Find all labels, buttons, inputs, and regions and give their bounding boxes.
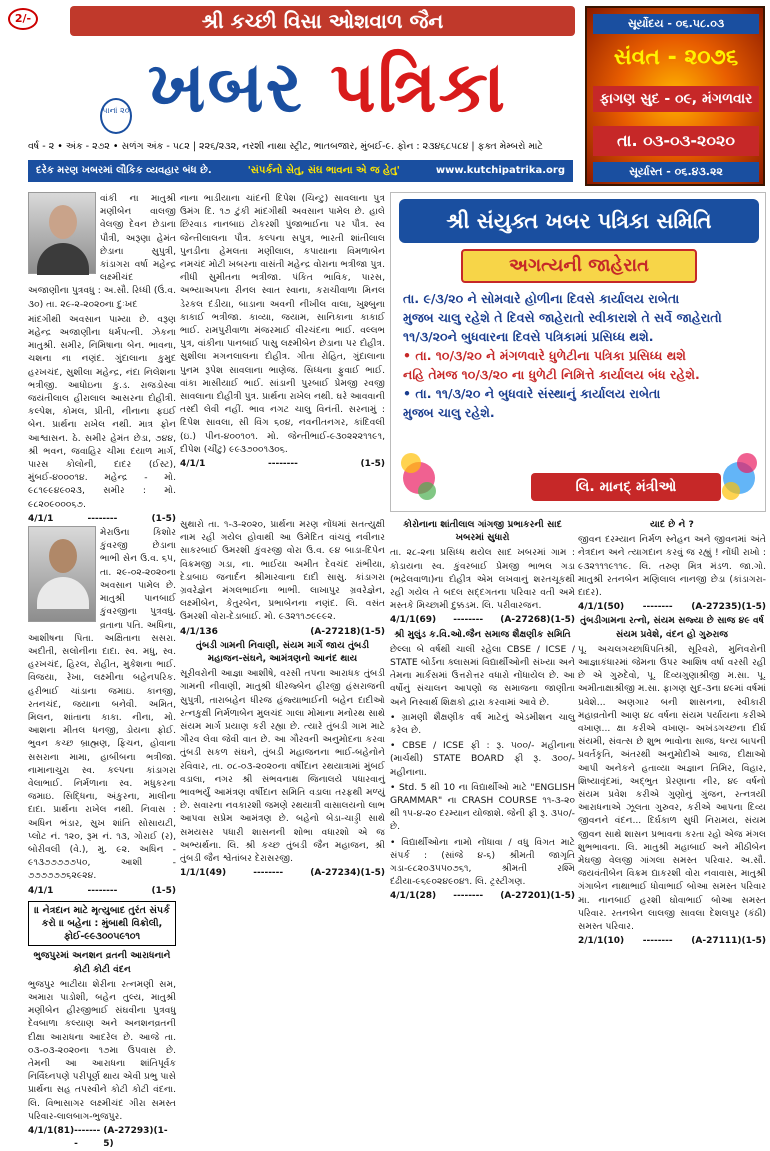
fasting-ref: 4/1/1(81) -------- (A-27293)(1-5) [28, 1126, 168, 1150]
education-ref: 4/1/1(28) -------- (A-27201)(1-5) [390, 891, 575, 902]
notice-line: તા. ૯/૩/૨૦ ને સોમવારે હોળીના દિવસે કાર્યાલય રાબેતા [403, 291, 680, 306]
notice-line: • તા. ૧૧/૩/૨૦ ને બુધવારે સંસ્થાનું કાર્યાલય રાબેતા [403, 386, 661, 401]
obituary-1-intro: વાંકી ના માતુશ્રી મણીબેન વાલજી વેલજી દેવન છેડાના પૌત્રી, અરૂણા હેમંત છેડાના સુપુત્રી, કાંડાગરા વર્ષા મહેન્દ્ર લક્ષ્મીચંદ અજાણીના પુત્રવધુ : અ.સૌ. રિધ્ધી (ઉં.વ. ૩૦) તા. ૨૯-૨-૨૦૨૦ના દુઃખદ [28, 193, 176, 310]
tithi: ફાગણ સુદ - ૦૯, મંગળવાર [593, 86, 759, 112]
correction-2-heading: કોરોનાના શાંતીલાલ ગાંગજી પ્રભાકરની સાદ ખબરમાં સુધારો [403, 519, 562, 544]
tagline-mid: 'સંપર્કનો સેતુ, સંઘ ભાવના એ જ હેતુ' [247, 165, 400, 176]
column-1 [28, 192, 176, 1150]
obituary-1-ref: 4/1/1 -------- (1-5) [28, 513, 176, 524]
notice-line: નહિ તેમજ ૧૦/૩/૨૦ ના ધુળેટી નિમિત્તે કાર્યાલય બંધ રહેશે. [403, 367, 700, 382]
title-part-2: પત્રિકા [303, 46, 508, 128]
education-point: • Std. 5 થી 10 ના વિદ્યાર્થીઓ માટે "ENGLISH GRAMMAR" ના CRASH COURSE ૧૧-૩-૨૦ થી ૧૫-૪-૨૦ દરમ્યાન યોજાશે. જેની ફી રૂ. ૩૫૦/- છે. [390, 781, 575, 833]
obituary-2-ref: 4/1/1 -------- (1-5) [28, 885, 176, 896]
holi-splash-icon [719, 433, 759, 503]
sanyam-body: પૂ. અચલગચ્છાધિપતિશ્રી, સૂરિવરો, મુનિવરોની આજ્ઞાકંધારમાં જેમના ઉપર આશિષ વર્ષા વરસી રહી છે એ ગુરુદેવો, પૂ. દિવ્યગુણાશ્રીજી મ.સા. પૂ. અમીતાક્ષાશ્રીજી મ.સા. ફાગણ સુદ-૩ના ૪૯માં વર્ષમાં પ્રવેશે... અણગાર બની શાસનના, સ્વીકારી મહાવ્રતોની આણ ૪૮ વર્ષના સંયમ પર્યાયના કરીએ વખાણ... ક્ષા કરીએ વખાણ- અખંડગચ્છના દીર્ઘ સંયમી, સંવત્સ છે શુભ ભાવોના સાજ, ધન્ય બાપની પ્રવર્તકૃતિ, અંતરથી અનુમોદીએ આજ, દીક્ષાઓ આપી અનેકને હતાવ્યા અજ્ઞાન તિમિર, વિહાર, શિષ્યાવૃંદમાં, અદ્ભુત પ્રેરણાના નીર, ૪૯ વર્ષનો સંયમ પ્રવેશ કરીએ ગુણોનું ગુંજન, રત્નત્રયી આરાધનાએ ઝૂલતા ગુરુવર, કરીએ આપના દિવ્ય જીવનને વંદન... દિર્ઘકાળ સુધી નિરામય, સંયમ જીવન સાથે શાસન પ્રભાવના કરતા રહો એજ મંગલ શુભભાવના. લિ. માતુશ્રી મહાબાઈ અને મીઠીબેન મેઘજી વેલજી ગાંગલા સમસ્ત પરિવાર. અ.સૌ. જયવંતીબેન વિક્રમ દ્યાકરશી વોરા નવાવાસ, માતુશ્રી ગંગાબેન નાથાભાઈ ધોવાભાઈ બોઆ સમસ્ત પરિવાર મા. નાનબાઈ હરશી ઘોવાભાઈ બોઆ સમસ્ત પરિવાર. રતનબેન લાલજી સાવલા દેશલપુર (કંઠી) સમસ્ત પરિવાર. [578, 643, 766, 933]
obituary-3-body: નાના ભાડીયાના ચાંદની દિપેશ (ચિન્ટુ) સાવલાના પુત્ર ઉમંગ દિ. ૧૭ ટુંકી માંદગીથી અવસાન પામેલ છે. હાલે છિરવાડ નાનબાઇ ટોકરશી પુંજાભાઈના પર પૌત્ર. સ્વ જેન્તીલાલના પૌત્ર. કલ્પના સપુત્ર, ભારતી શાંતીલાલ પુનડીના હેમલતા મણીલાલ, કપાયાના વિમળાબેન નમચંદ મોટી ખબરના વાસંતી મહેન્દ્ર વોરાના ભત્રીજા પુત્ર. નીધી સુમીતના ભત્રીજા. પંકિત ભાવિક, પારસ, અભ્યાઅપના રીનલ સ્વાત સ્વાના, કરાચીવાળા મિનલ ડેરકલ દંડીયા, બાડાના અવની નીખીલ વાલા, ખુશ્બુના કાકાઈ ભત્રીજા. કાવ્યા, જયામ, સાનિકાના કાકાઈ ભાઈ. રામપુરીવાળા મંજરમાઈ વીરચંદના ભાઈ. વલ્લભ પુત્ર, વાંકીના પાનબાઈ પાસુ લક્ષ્મીબેન છેડાના પર દોહીત્ર. સુશીલા મગનલાલના દોહીત્ર. ગીતા રોહિત, ગુંદાલાના પુનમ રૂપેશ સાવલાના ભાણેજ. સિધ્ધના ફુવાઈ ભાઈ. વાંકા માસીયાઈ ભાઈ. સાંડાની પુરબાઈ પ્રેમજી રવજી સાવલાના દોહીત્રી પુત્ર. પ્રાર્થના રાખેલ નથી. ઘરે આવવાની તસ્દી લેવી નહીં. ભાવ નગટ ચાલુ વિનંતી. સરનામું : દિપેશ સાવલા, સી વિંગ ૬૦૪, નવનીતનગર, કાંદિવલી (ઇ.) પીન-૪૦૦૧૦૧. મો. જેન્તીભાઈ-૯૩૦૨૨૨૧૧૯૧, દીપેશ (ચીંટુ) ૯૯૩૭૦૦૧૩૦૬. [180, 193, 385, 455]
page-number-badge: 2/- [8, 8, 38, 30]
correction-ref: 4/1/136 (A-27218)(1-5) [180, 626, 385, 637]
sanyam-ref: 2/1/1(10) -------- (A-27111)(1-5) [578, 936, 766, 947]
tagline-left: દરેક મરણ ખબરમાં લૌકિક વ્યવહાર બંધ છે. [36, 165, 212, 176]
society-name-bar: શ્રી કચ્છી વિસા ઓશવાળ જૈન [70, 6, 575, 36]
samvat-year: સંવત - ૨૦૭૬ [613, 45, 739, 70]
reminder-heading: યાદ છે ને ? [650, 519, 694, 530]
eye-donation-box: ॥ નેત્રદાન માટે મૃત્યુબાદ તુરંત સંપર્ક કરો ॥ બહેના : મુંબાથી વિક્રોલી, ફોઈ-૯૯૩૦૦૫૯૧૦૧ [28, 901, 176, 947]
obituary-3-ref: 4/1/1 -------- (1-5) [180, 459, 385, 470]
fasting-heading: ભુજપુરમાં અનશન વ્રતની આરાધનાને કોટી કોટી વંદન [33, 950, 171, 975]
calendar-box [585, 6, 765, 186]
correction-2-body: તા. ૨૮-૨ના પ્રસિધ્ધ થયેલ સાદ ખબરમાં ગામ : કોડાયના સ્વ. કુંવરબાઈ પ્રેમજી ભાભલ ગડા (ભદ્રેલવાળા)ના દોહીત્ર એમ લખવાનું શરતચૂકથી રહી ગયેલ તે બદલ સદ્દગતના પરિવાર વતી અમે મસ્તકે મિચ્છામી દુક્કડમ. લિ. પરીવારજન. [390, 547, 575, 612]
sunrise-time: સૂર્યોદય - ૦૬.૫૮.૦૩ [593, 14, 759, 34]
diksha-ref: 1/1/1(49) -------- (A-27234)(1-5) [180, 868, 385, 879]
important-notice [390, 192, 766, 512]
issue-info-line: વર્ષ - ૨ • અંક - ૨૭૨ • સળંગ અંક - ૫૮૨ | ૨૨૬/૨૩૨, નરશી નાથા સ્ટ્રીટ, ભાતબજાર, મુંબઈ-૯. ફોન : ૨૩૪૬૮૫૮૪ | ફક્ત મેમ્બરો માટે [28, 141, 543, 152]
notice-line: ૧૧/૩/૨૦ને બુધવારના દિવસે પત્રિકામાં પ્રસિધ્ધ થશે. [403, 329, 654, 344]
notice-title: શ્રી સંયુક્ત ખબર પત્રિકા સમિતિ [399, 199, 759, 243]
notice-signature: લિ. માનદ્ મંત્રીઓ [531, 473, 721, 501]
diksha-heading: તુંબડી ગામની નિવાણી, સંયમ માર્ગે જાય તુંબડી મહાજન-સંઘને, આમંત્રણનો આનંદ થાય [195, 639, 370, 665]
correction-body: સુથારો તા. ૧-૩-૨૦૨૦, પ્રાર્થના મરણ નોંધમાં સતત્યુક્ષી નામ રહી ગયેલ હોવાથી આ ઉમેદિત વાંચવું નવીનાર સાકરબાઈ ઉમરશી કુંવરજી વોરા ઉ.વ. ૯૪ બાડા-દિપેન વિક્રમજી ગડા, ના. ભાઈયા અમીત દેવચંદ રાંભીયા, દેડાબાઇ જનાર્દન શ્રીમારવાના દાદી સાસુ. કાંડાગરા ગ્રવરેજ્ઞેન મંગલભાઈના ભાભી. લાખાપુર ગ્રવરેજ્ઞેન, લક્ષ્મીબેન, કેતુરબેન, પ્રભાબેનના નણંદ. લિ. વસંત ઉમરશી વોરા-દેડાબાઈ. મો. ૯૩૨૧૧૭૯૯૯૨. [180, 519, 385, 623]
education-point: • CBSE / ICSE ફી : રૂ. ૫૦૦/- મહીનાના (માર્ચથી) STATE BOARD ફી રૂ. ૩૦૦/- મહીનાના. [390, 740, 575, 778]
column-2-bottom [180, 518, 385, 1018]
pages-seal: પાનાં ૨૦ [100, 98, 132, 134]
reminder-ref: 4/1/1(50) -------- (A-27235)(1-5) [578, 602, 766, 613]
obituary-1-body: માંદગીથી અવસાન પામ્યા છે. વરૂણ મહેન્દ્ર અજાણીના ધર્મપત્ની. ઝેકના માતુશ્રી. સમીર, નિમિષાના બેન. ભાવના, ચશના ના નણંદ. ગુંદાલાના કુમુદ હરખચંદ, સુશીલા મહેન્દ્ર, નંદા નિલેશના ભત્રીજી. આધોઇના કુ.ડ. રાજડોસ્વા જયંતીલાલ હીરાલાલ આસરના દોહીત્રી. કલ્પેશ, કોમલ, પ્રીતી, નીનાના ફઇઈ બેન. પ્રાર્થના રાખેલ નથી. માત્ર ફોન આશ્વાસન. ઠે. સમીર હેમંત છેડા, ૭૪૪, શ્રી ભવન, જવાહિર ચીમા દયાળ માર્ગ, પારસ કોલોની, દાદર (ઈસ્ટ), મુંબઈ-૪૦૦૦૧૪. મહેન્દ્ર - મો. ૯૮૧૯૯૪૯૦૨૩, સમીર : મો. ૯૮૨૦૯૦૦૦૬૭. [28, 313, 176, 510]
education-intro: છેલ્લા બે વર્ષથી ચાલી રહેલા CBSE / ICSE / STATE બોર્ડના ક્લાસમાં વિદ્યાર્થીઓની સંખ્યા અને તેમના માર્કસમાં ઉત્તરોત્તર વધારો નોંધાયેલ છે. આ વર્ષોનું સંચાલન આપણો જ સમાજના જાણીતા અને નિસ્વાર્થ શિક્ષકો દ્વારા કરવામાં આવે છે. [390, 643, 575, 708]
obituary-photo [28, 192, 96, 274]
diksha-body: સૂરીવરોની આજ્ઞા આશીષે, વરસી તપના આરાધક તુંબડી ગામની નીવાણી, માતુશ્રી ધીરજ્બેન હીરજી હંસરાજની સુપુત્રી, તારાબહેન ધીરજ હંજ્યાભાઈની બહેન દાદીઓ રત્નકુક્ષી નિર્મળાબેન મુલચંદ ગાલા મોમાના મનોરથ સાથે સંયમ માર્ગ પ્રયાણ કરી રહ્યા છે. ત્યારે તુંબડી ગામ માટે ગૌરવ લેવા જેવી વાત છે. આ ગૌરવની અનુમોદના કરવા તુંબડી સકળ સંઘને, તુંબડી મહાજનના ભાઈ-બહેનોને રવિવાર, તા. ૦૮-૦૩-૨૦૨૦ના વર્ષીદાન રથયાત્રામાં મુંબઈ વડાલા, નગર શ્રી સંભવનાથ જિનાલયે પધારવાનું ભાવભર્યું આમંત્રણ વર્ષીદાન સમિતિ વડાલા તરફથી મળ્યું છે. સવારના નવકારશી જમણે રથયાત્રી વાસાલયનો લાભ આપવા સપ્રેમ આમંત્રણ છે. બહેનો બેડા-ચાડ્ડી સાથે સમયસર પધારી શાસનની શોભા વધારશો એ જ અભ્યર્થના. લિ. શ્રી કચ્છ તુંબડી જૈન મહાજન, શ્રી તુંબડી જૈન શ્વેતાંબર દેરાસરજી. [180, 668, 385, 865]
title-part-1: ખબર [147, 46, 304, 128]
education-heading: શ્રી મુલુંડ ક.વિ.ઓ.જૈન સમાજ શૈક્ષણીક સમિતિ [394, 628, 571, 640]
column-3 [390, 518, 575, 1018]
issue-date: તા. ૦૩-૦૩-૨૦૨૦ [593, 126, 759, 156]
sanyam-heading: તુંબડીગામના રત્નો, સંયમ સજ્યા છે સાજ ૪૯ વર્ષ સંયમ પ્રવેશે, વંદન હો ગુરુરાજ [580, 615, 764, 640]
notice-subtitle: અગત્યની જાહેરાત [461, 249, 697, 283]
correction-2-ref: 4/1/1(69) -------- (A-27268)(1-5) [390, 615, 575, 626]
tagline-bar [28, 160, 573, 182]
notice-line: મુજબ ચાલુ રહેશે. [403, 405, 495, 420]
column-4 [578, 518, 766, 1018]
fasting-body: ભુજપુર ભાટીયા શેરીના રત્નમણી સમ, અમારા પાડોશી, બહેન તુલ્ય, માતુશ્રી મણીબેન હીરજીભાઈ સંઘવીના પુત્રવધુ દેવબાળા કલ્યાણ અને અનશનવ્રતની દીક્ષા આરાધના આદરેલ છે. આજે તા. ૦૩-૦૩-૨૦૨૦ના ૧૭મા ઉપવાસ છે. તેમની આ આરાધના શાંતિપૂર્વક નિર્વિઘ્નપણે પરીપૂર્ણ થાય એવી પ્રભુ પાસે પ્રાર્થના સહ તપસ્વીને કોટી કોટી વંદના. લિ. વિભાસાગર લક્ષ્મીચંદ ગીરા સમસ્ત પરિવાર-લાલબાગ-ભુજપુર. [28, 978, 176, 1122]
education-point: • ગ્રામણી શૈક્ષણીક વર્ષ માટેનું એડમીશન ચાલુ કરેલ છે. [390, 711, 575, 737]
column-2-top [180, 192, 385, 518]
website-link[interactable]: www.kutchipatrika.org [435, 165, 565, 176]
notice-line: મુજબ ચાલુ રહેશે તે દિવસે જાહેરાતો સ્વીકારાશે તે સર્વે જાહેરાતો [403, 310, 722, 325]
newspaper-title [80, 40, 575, 135]
sunset-time: સૂર્યાસ્ત - ૦૬.૪૩.૨૨ [593, 162, 759, 182]
obituary-photo [28, 526, 96, 622]
holi-splash-icon [399, 433, 439, 503]
reminder-body: જીવન દરમ્યાન નિર્મળ સ્નેહન અને જીવનમાં અંતે નેત્રદાન અને ત્યાગદાન કરવું જ રહ્યું ! નોંધી રાખો : ૯૩૨૧૧૧૯૧૧૯. લિ. તરુણ મિત્ર મંડળ. જા.ગો. માતુશ્રી રતનબેન મણિલાલ નાનજી છેડા (કાંડાગરા-દાદર). [578, 534, 766, 599]
obituary-2-body: મેરાઉના કિશોર કુંવરજી છેડાના ભાભી સેન ઉ.વ. ૬૫, તા. ૨૯-૦૨-૨૦૨૦ના અવસાન પામેલ છે. માતુશ્રી પાનબાઈ કુંવરજીના પુત્રવધુ. વ્રતાના પતિ. અધિના, આશીષના પિતા. અક્ષિતાના સસરા. અદીતી, સલોનીના દાદા. સ્વ. મધુ, સ્વ. હરખચંદ, હિરલ, રોહીત, મુકેશના ભાઈ. વિજયા, રેખા, લક્ષ્મીના બહેનપરિક. હરીભાઈ ચાંડાના જમાઇ. કાનજી, રતનચંદ, જયાના બનેવી. અમિત, મિલન, શાંતાના કાકા. નીના, મો. આશના મીતલ ધનજી, ડોયના ફોઈ. ભુવન કચ્છ બ્રાહ્મણ, ફિચન, હોવાના સસરાના મામા, હાબીબના ભત્રીજા. નામાનાચુરા સ્વ. કલ્પના કાંડાગરા વેલાભાઈ. નિર્મળાના સ્વ. મધુકરના જમાઇ. સિદ્ધિના, અંકુરના, માલીના દાદા. પ્રાર્થના રાખેલ નથી. નિવાસ : અધિન ભંડાર, સુખ શાંતિ સોસાયટી, પ્લોટ નં. ૧૨૦, રૂમ નં. ૧૩, ગોરાઈ (ર), બોરીવલી (વે.), મુ. ૯૨. અધિન - ૯૧૩૭૭૭૭૭૫૦, આશી - ૭૭૭૭૭૭૬૨૯૨૪. [28, 527, 176, 882]
education-point: • વિદ્યાર્થીઓના નામો નોંધાવા / વધુ વિગત માટે સંપર્ક : (સાંજે ૪-૬) શ્રીમતી જાગૃતિ ગડા-૯૮૨૦૩૫૫૦૭૬૧, શ્રીમતી રશ્મિ દંઢીયા-૯૬૯૦૨૪૯૦૪૧. લિ. ટ્રસ્ટીગણ. [390, 836, 575, 888]
notice-line: • તા. ૧૦/૩/૨૦ ને મંગળવારે ધુળેટીના પત્રિકા પ્રસિધ્ધ થશે [403, 348, 686, 363]
notice-body [403, 289, 757, 467]
